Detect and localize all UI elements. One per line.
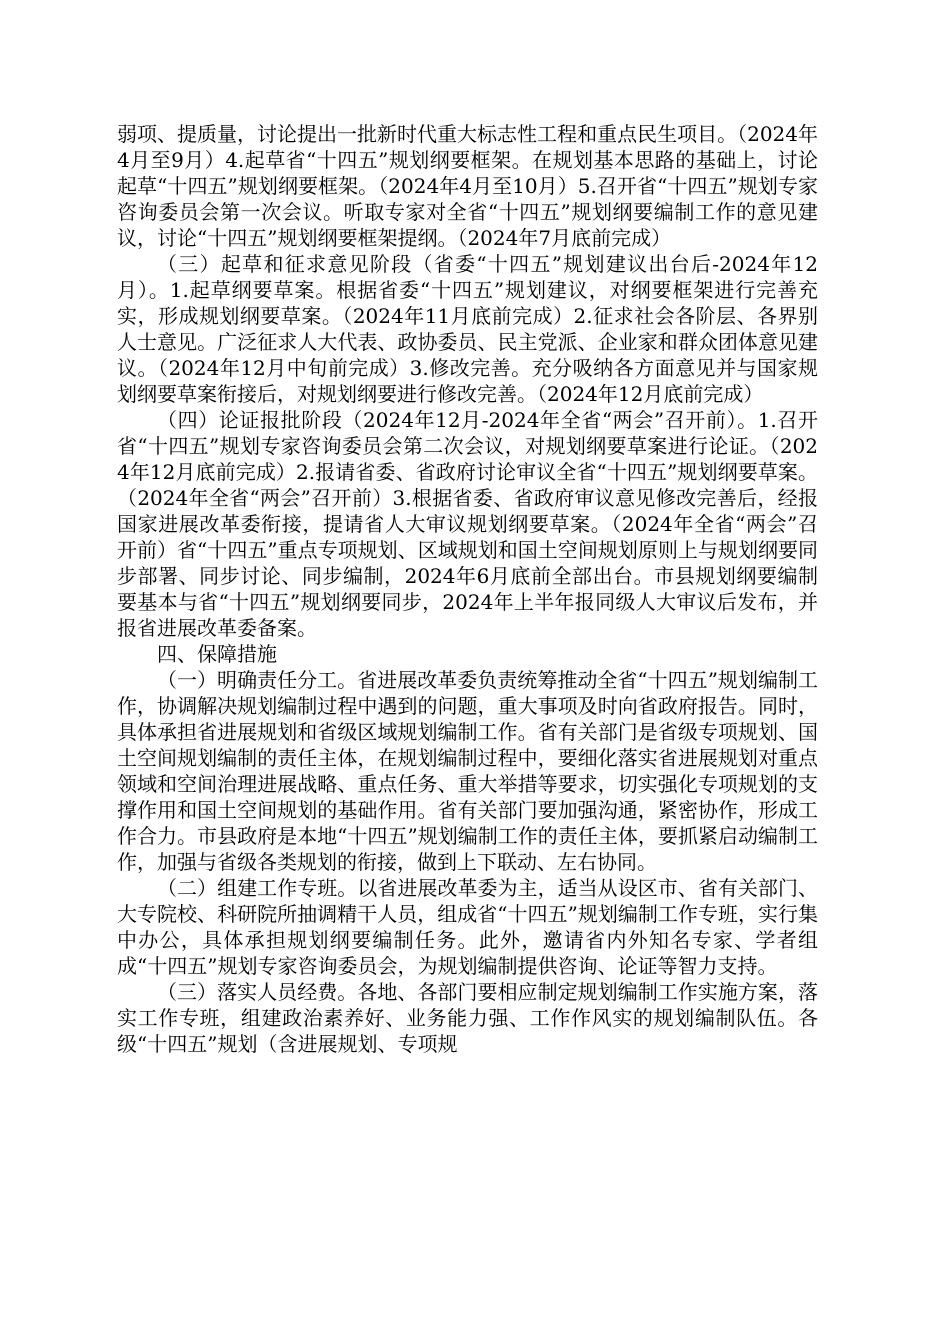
paragraph-staff-funding: （三）落实人员经费。各地、各部门要相应制定规划编制工作实施方案，落实工作专班，组建政治素养好、业务能力强、工作作风实的规划编制队伍。各级“十四五”规划（含进展规划、专项规	[117, 980, 818, 1056]
paragraph-drafting-phase: （三）起草和征求意见阶段（省委“十四五”规划建议出台后-2024年12月）。1.起草纲要草案。根据省委“十四五”规划建议，对纲要框架进行完善充实，形成规划纲要草案。（2024年11月底前完成）2.征求社会各阶层、各界别人士意见。广泛征求人大代表、政协委员、民主党派、企业家和群众团体意见建议。（2024年12月中旬前完成）3.修改完善。充分吸纳各方面意见并与国家规划纲要草案衔接后，对规划纲要进行修改完善。（2024年12月底前完成）	[117, 252, 818, 406]
document-page	[117, 121, 818, 1057]
paragraph-phase-two-continued: 弱项、提质量，讨论提出一批新时代重大标志性工程和重点民生项目。（2024年4月至9月）4.起草省“十四五”规划纲要框架。在规划基本思路的基础上，讨论起草“十四五”规划纲要框架。（2024年4月至10月）5.召开省“十四五”规划专家咨询委员会第一次会议。听取专家对全省“十四五”规划纲要编制工作的意见建议，讨论“十四五”规划纲要框架提纲。（2024年7月底前完成）	[117, 122, 818, 250]
paragraph-task-force: （二）组建工作专班。以省进展改革委为主，适当从设区市、省有关部门、大专院校、科研院所抽调精干人员，组成省“十四五”规划编制工作专班，实行集中办公，具体承担规划纲要编制任务。此外，邀请省内外知名专家、学者组成“十四五”规划专家咨询委员会，为规划编制提供咨询、论证等智力支持。	[117, 876, 818, 978]
section-heading-safeguards: 四、保障措施	[157, 642, 277, 666]
paragraph-approval-phase: （四）论证报批阶段（2024年12月-2024年全省“两会”召开前）。1.召开省“十四五”规划专家咨询委员会第二次会议，对规划纲要草案进行论证。（2024年12月底前完成）2.报请省委、省政府讨论审议全省“十四五”规划纲要草案。（2024年全省“两会”召开前）3.根据省委、省政府审议意见修改完善后，经报国家进展改革委衔接，提请省人大审议规划纲要草案。（2024年全省“两会”召开前）省“十四五”重点专项规划、区域规划和国土空间规划原则上与规划纲要同步部署、同步讨论、同步编制，2024年6月底前全部出台。市县规划纲要编制要基本与省“十四五”规划纲要同步，2024年上半年报同级人大审议后发布，并报省进展改革委备案。	[117, 408, 818, 640]
paragraph-responsibilities: （一）明确责任分工。省进展改革委负责统筹推动全省“十四五”规划编制工作，协调解决规划编制过程中遇到的问题，重大事项及时向省政府报告。同时，具体承担省进展规划和省级区域规划编制工作。省有关部门是省级专项规划、国土空间规划编制的责任主体，在规划编制过程中，要细化落实省进展规划对重点领域和空间治理进展战略、重点任务、重大举措等要求，切实强化专项规划的支撑作用和国土空间规划的基础作用。省有关部门要加强沟通，紧密协作，形成工作合力。市县政府是本地“十四五”规划编制工作的责任主体，要抓紧启动编制工作，加强与省级各类规划的衔接，做到上下联动、左右协同。	[117, 668, 818, 874]
